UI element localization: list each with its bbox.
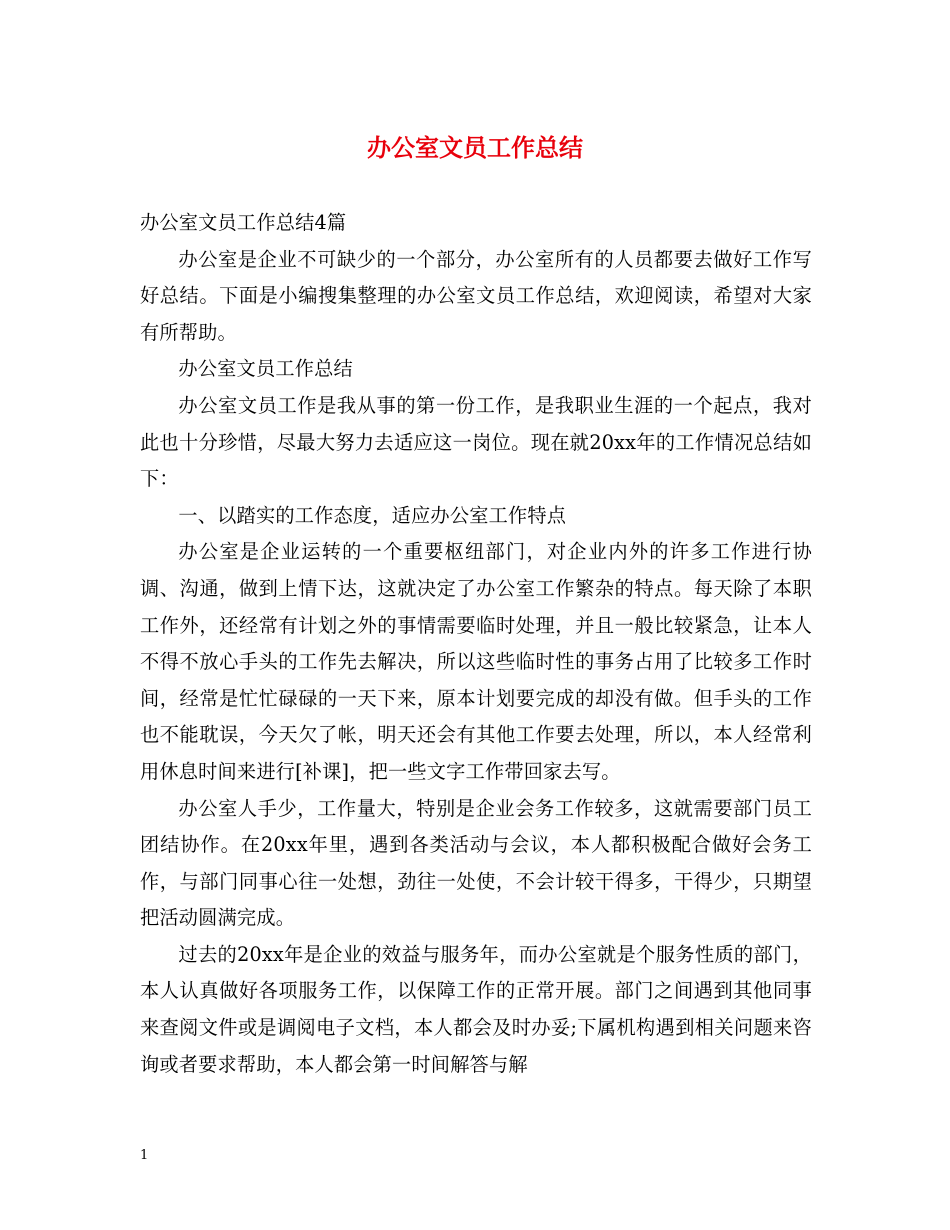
body-paragraph: 一、以踏实的工作态度，适应办公室工作特点 <box>178 503 567 527</box>
page-number: 1 <box>140 1148 149 1163</box>
document-subtitle: 办公室文员工作总结4篇 <box>140 211 347 234</box>
body-paragraph: 办公室是企业不可缺少的一个部分，办公室所有的人员都要去做好工作写好总结。下面是小编搜集整理的办公室文员工作总结，欢迎阅读，希望对大家有所帮助。 <box>140 247 812 344</box>
body-paragraph: 过去的20xx年是企业的效益与服务年，而办公室就是个服务性质的部门，本人认真做好各项服务工作，以保障工作的正常开展。部门之间遇到其他同事来查阅文件或是调阅电子文档，本人都会及时办妥;下属机构遇到相关问题来咨询或者要求帮助，本人都会第一时间解答与解 <box>140 942 812 1076</box>
document-title: 办公室文员工作总结 <box>367 133 583 162</box>
body-paragraph: 办公室文员工作是我从事的第一份工作，是我职业生涯的一个起点，我对此也十分珍惜，尽最大努力去适应这一岗位。现在就20xx年的工作情况总结如下： <box>140 393 812 491</box>
body-paragraph: 办公室人手少，工作量大，特别是企业会务工作较多，这就需要部门员工团结协作。在20xx年里，遇到各类活动与会议，本人都积极配合做好会务工作，与部门同事心往一处想，劲往一处使，不会计较干得多，干得少，只期望把活动圆满完成。 <box>140 796 812 930</box>
body-paragraph: 办公室是企业运转的一个重要枢纽部门，对企业内外的许多工作进行协调、沟通，做到上情下达，这就决定了办公室工作繁杂的特点。每天除了本职工作外，还经常有计划之外的事情需要临时处理，并且一般比较紧急，让本人不得不放心手头的工作先去解决，所以这些临时性的事务占用了比较多工作时间，经常是忙忙碌碌的一天下来，原本计划要完成的却没有做。但手头的工作也不能耽误，今天欠了帐，明天还会有其他工作要去处理，所以，本人经常利用休息时间来进行[补课]，把一些文字工作带回家去写。 <box>140 540 812 783</box>
document-body <box>140 205 812 1083</box>
body-paragraph: 办公室文员工作总结 <box>178 357 353 381</box>
